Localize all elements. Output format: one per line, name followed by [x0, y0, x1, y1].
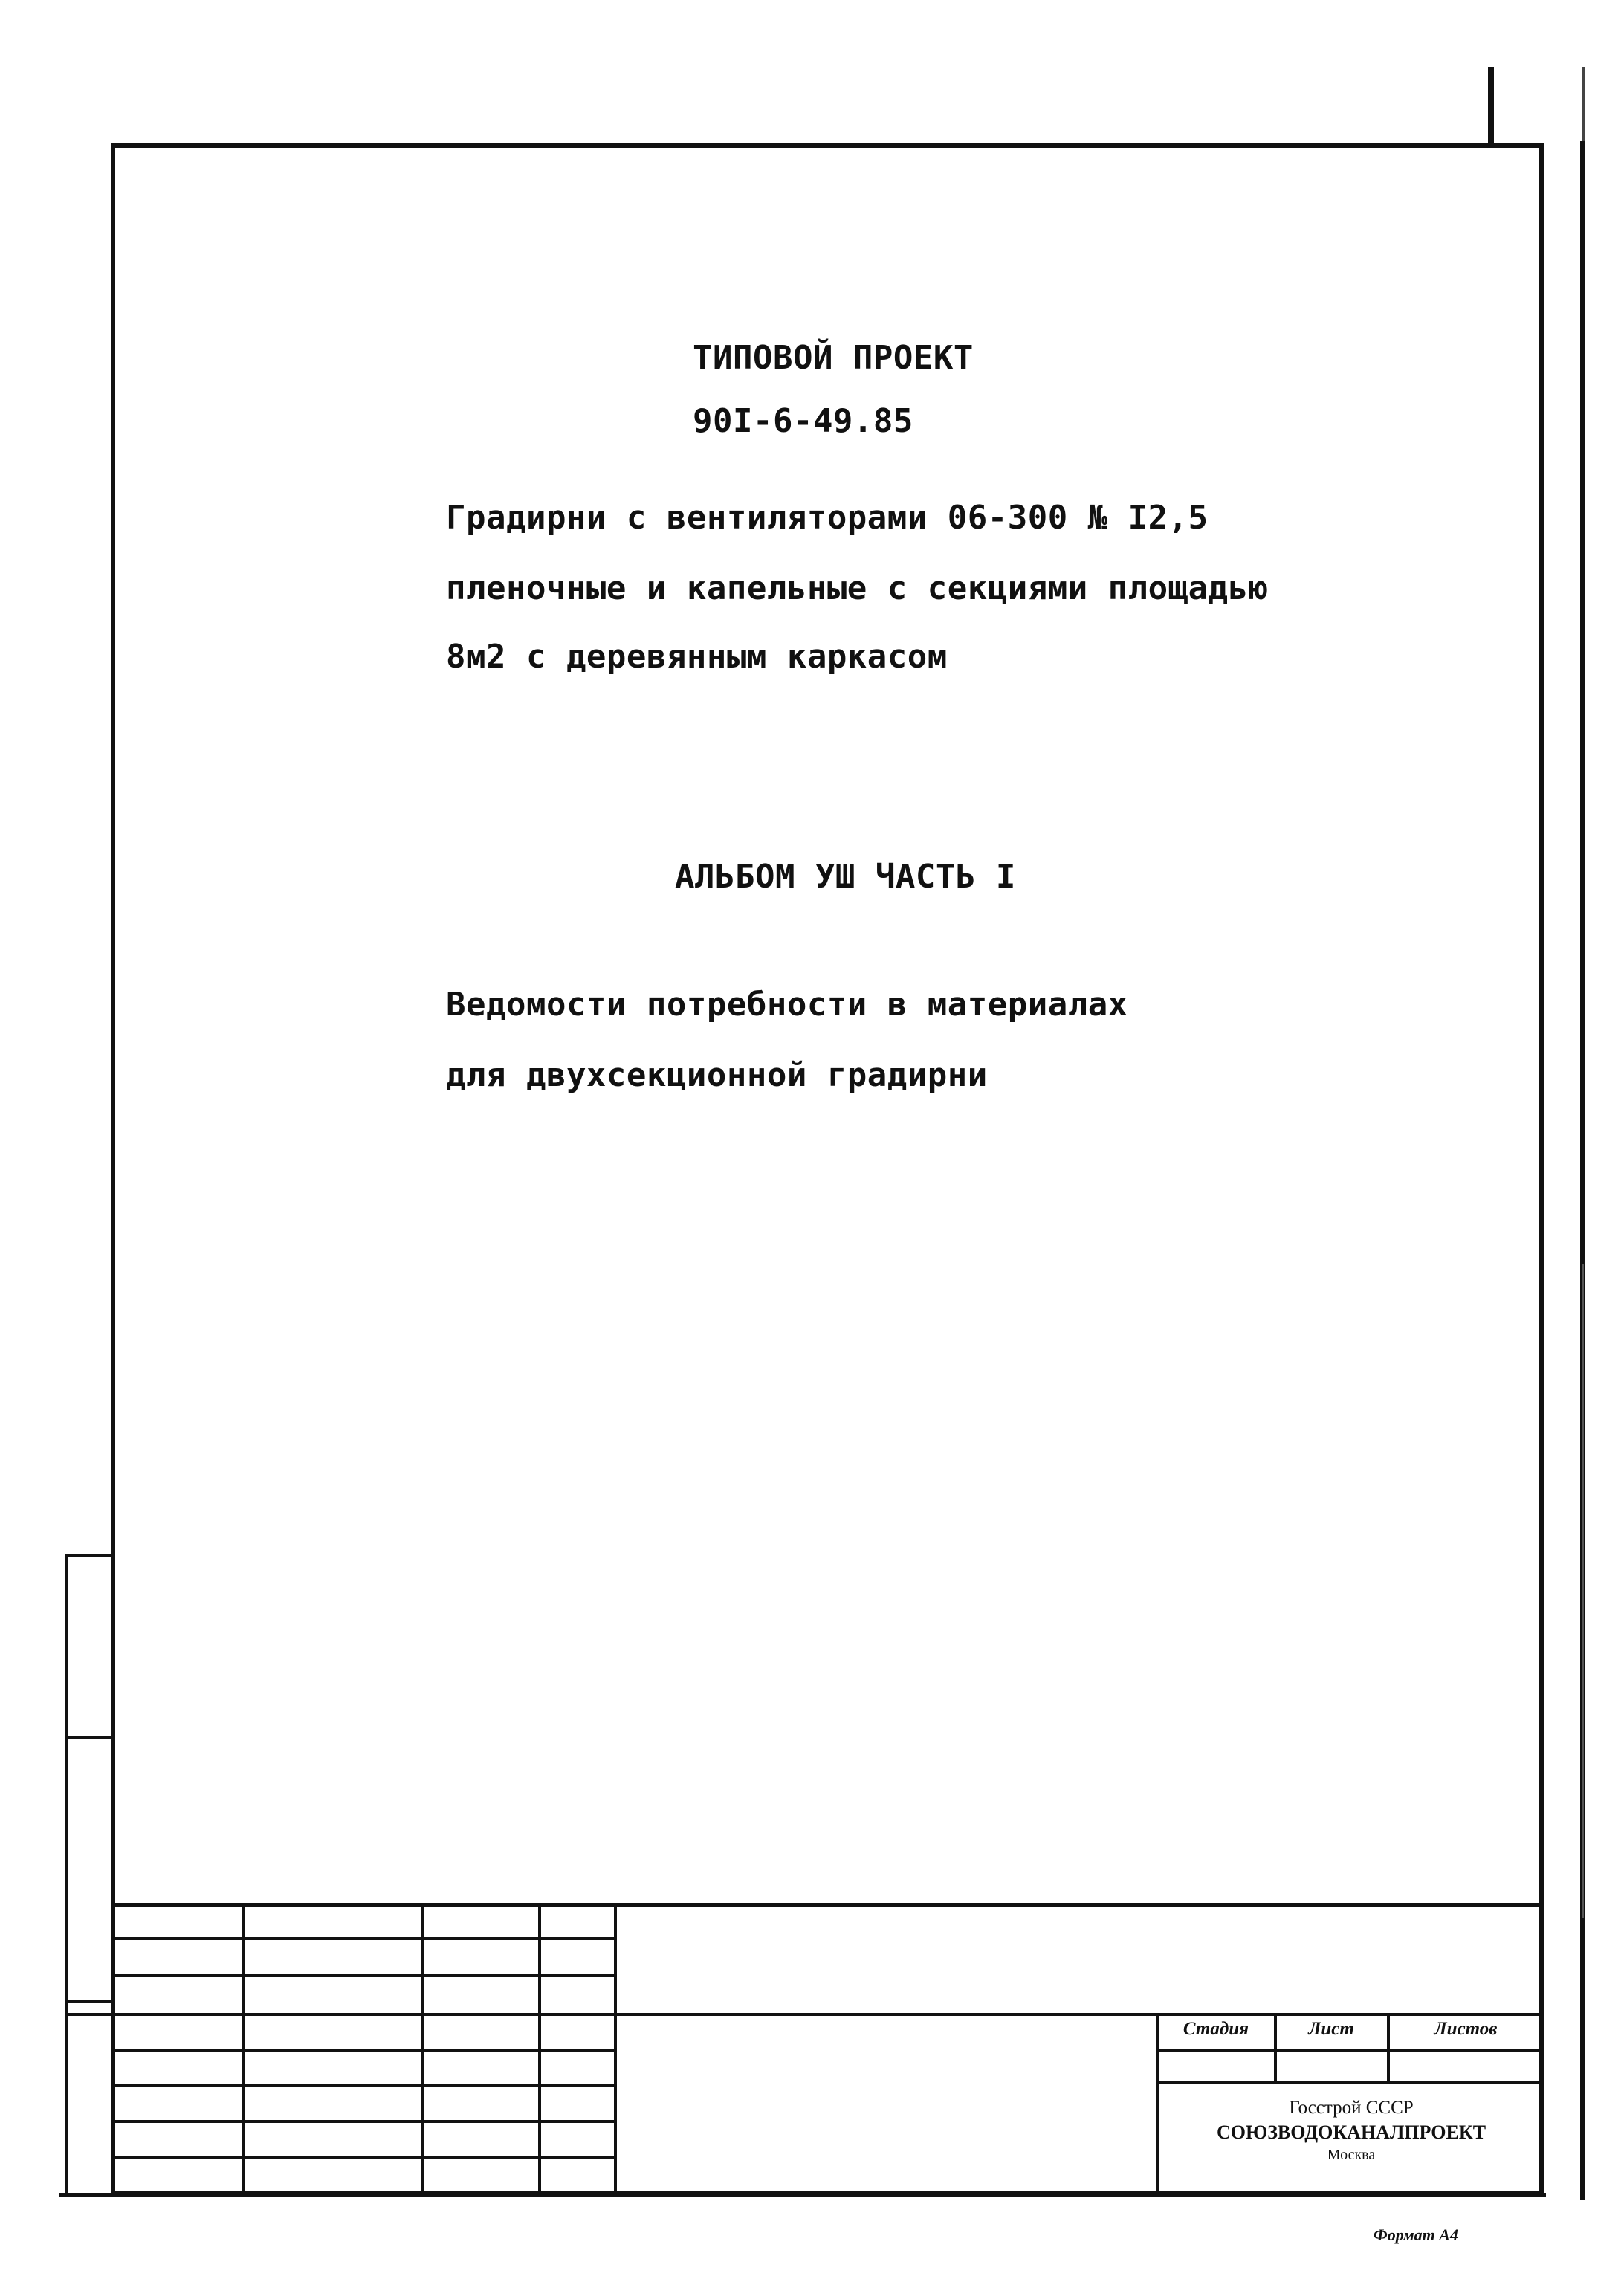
stamp-row-line: [1156, 2081, 1544, 2084]
format-label: Формат А4: [1374, 2226, 1458, 2244]
project-description-line: пленочные и капельные с секциями площадью: [446, 569, 1269, 607]
stamp-row-line: [65, 2013, 1544, 2016]
project-description-line: Градирни с вентиляторами 06-300 № I2,5: [446, 499, 1209, 537]
frame-top-tick-right: [1582, 67, 1585, 149]
frame-right-margin-line: [1582, 1264, 1584, 1918]
project-description-line: 8м2 с деревянным каркасом: [446, 638, 948, 676]
stamp-col-line: [421, 1903, 424, 2194]
binding-strip-divider: [65, 1736, 114, 1739]
project-number: 90I-6-49.85: [693, 402, 913, 440]
stamp-top-border: [111, 1903, 1544, 1907]
album-subtitle-line: для двухсекционной градирни: [446, 1056, 988, 1094]
binding-strip: [65, 1554, 111, 2194]
stamp-header-sheets: Листов: [1434, 2019, 1498, 2039]
frame-top-tick: [1488, 67, 1494, 145]
project-type-heading: ТИПОВОЙ ПРОЕКТ: [693, 339, 974, 377]
stamp-col-line: [614, 1903, 617, 2194]
stamp-header-sheet: Лист: [1308, 2019, 1354, 2039]
binding-strip-divider: [65, 2000, 114, 2003]
stamp-col-line: [242, 1903, 245, 2194]
album-subtitle-line: Ведомости потребности в материалах: [446, 986, 1128, 1024]
stamp-col-line: [538, 1903, 541, 2194]
drawing-frame: [111, 143, 1544, 2196]
stamp-row-line: [1156, 2049, 1544, 2052]
org-city: Москва: [1327, 2147, 1376, 2163]
frame-bottom-line: [59, 2193, 1546, 2197]
stamp-header-stage: Стадия: [1183, 2019, 1249, 2039]
org-ministry: Госстрой СССР: [1289, 2098, 1414, 2118]
org-name: СОЮЗВОДОКАНАЛПРОЕКТ: [1216, 2121, 1486, 2143]
album-title: АЛЬБОМ УШ ЧАСТЬ I: [675, 858, 1016, 896]
